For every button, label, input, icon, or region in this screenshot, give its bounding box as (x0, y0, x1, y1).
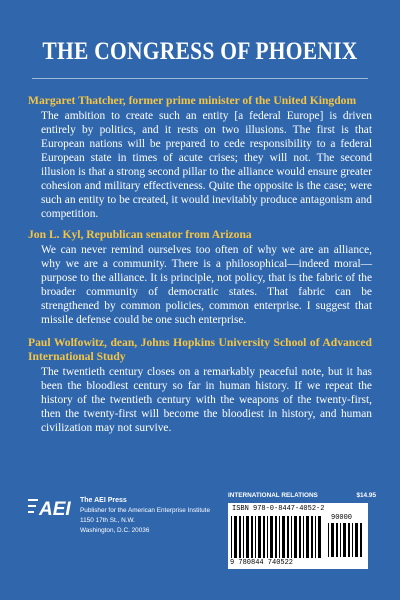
quote-text: The twentieth century closes on a remarkably peaceful note, but it has been the bloodiest century so far in human history. If we repeat the history of the twentieth century with the weapons of the twenty-first, then the twenty-first will become the bloodiest in history, and human civilization may not survive. (41, 366, 372, 434)
publisher-line: Publisher for the American Enterprise Institute (80, 507, 211, 514)
quote-text: The ambition to create such an entity [a federal Europe] is driven entirely by politics, and it rests on two illusions. The first is that European nations will be prepared to cede responsibility to a federal European state in times of acute crises; they will not. The second illusion is that a strong second pillar to the alliance would ensure greater cohesion and military effectiveness. Quite the opposite is the case; were such an entity to be created, it would inevitably produce antagonism and competition. (41, 110, 372, 220)
quote-block (28, 336, 372, 435)
book-title: THE CONGRESS OF PHOENIX (42, 38, 358, 65)
ean-number: 9 780844 740522 (230, 559, 294, 567)
isbn-text: ISBN 978-0-8447-4052-2 (232, 505, 325, 513)
category-label: INTERNATIONAL RELATIONS (228, 492, 318, 499)
price-label: $14.95 (356, 492, 376, 499)
aei-logo-icon (28, 496, 72, 518)
addon-barcode-bars (328, 523, 364, 557)
quote-text: We can never remind ourselves too often of why we are an alliance, why we are a community. There is a philosophical—indeed moral—purpose to the alliance. It is principle, not policy, that is the fabric of the broader community of democratic states. That fabric can be strengthened by common policies, common enterprise. I suggest that missile defense could be one such enterprise. (41, 244, 372, 326)
barcode-area (228, 492, 376, 569)
quote-block (28, 94, 372, 221)
publisher-name: The AEI Press (80, 497, 127, 504)
barcode-bars (231, 516, 325, 558)
quote-author: Jon L. Kyl, Republican senator from Arizona (28, 228, 252, 241)
addon-number: 90000 (331, 514, 353, 522)
svg-text:AEI: AEI (39, 499, 71, 518)
barcode (228, 503, 368, 569)
publisher-block (28, 496, 210, 536)
quote-author: Margaret Thatcher, former prime minister of the United Kingdom (28, 94, 357, 107)
quote-author: Paul Wolfowitz, dean, Johns Hopkins University School of Advanced International Study (28, 336, 372, 363)
publisher-address: 1150 17th St., N.W. (80, 517, 135, 524)
title-rule (32, 78, 368, 79)
quote-block (28, 228, 372, 327)
publisher-city: Washington, D.C. 20036 (80, 527, 150, 534)
